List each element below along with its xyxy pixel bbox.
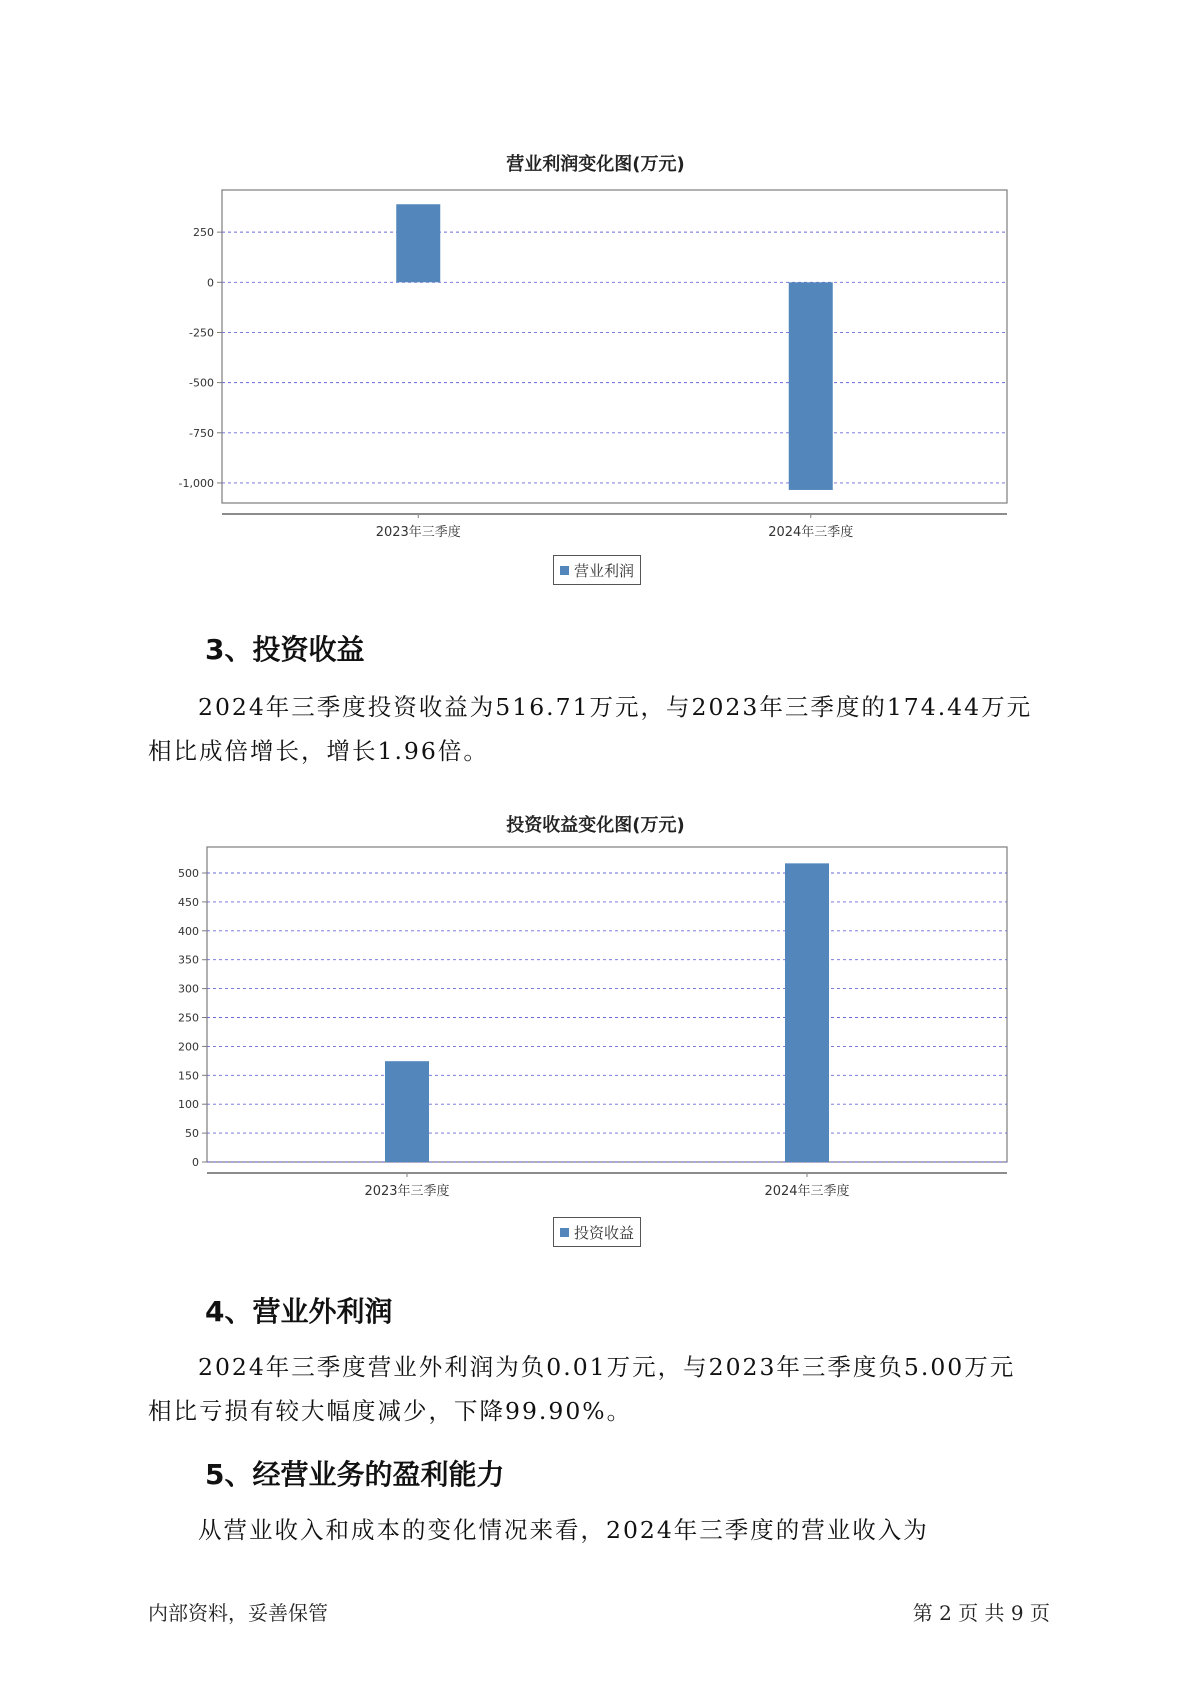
x-tick-label: 2023年三季度 [364,1184,450,1199]
y-tick-label: -1,000 [178,476,214,490]
chart2-legend [553,1217,641,1247]
footer-page-number: 第 2 页 共 9 页 [912,1601,1050,1625]
y-tick-label: 0 [207,276,214,290]
chart2-legend-label: 投资收益 [574,1223,635,1242]
y-tick-label: 450 [178,895,199,909]
section5-line1: 从营业收入和成本的变化情况来看，2024年三季度的营业收入为 [198,1516,929,1544]
section4-paragraph [148,1345,1048,1433]
section3-heading: 3、投资收益 [205,633,365,666]
bar [385,1061,429,1162]
y-tick-label: -500 [189,376,214,390]
section5-heading: 5、经营业务的盈利能力 [205,1458,505,1491]
y-tick-label: 50 [185,1127,199,1141]
section3-line2: 相比成倍增长，增长1.96倍。 [148,737,489,765]
y-tick-label: 500 [178,867,199,881]
y-tick-label: 400 [178,924,199,938]
x-tick-label: 2024年三季度 [768,525,854,540]
bar [785,863,829,1162]
y-tick-label: 0 [192,1156,199,1169]
x-tick-label: 2023年三季度 [375,525,461,540]
y-tick-label: 150 [178,1069,199,1083]
chart2-title: 投资收益变化图(万元) [506,815,685,836]
y-tick-label: 200 [178,1040,199,1054]
y-tick-label: 250 [178,1011,199,1025]
y-tick-label: 350 [178,953,199,967]
legend-swatch-icon [560,1228,569,1237]
section4-line2: 相比亏损有较大幅度减少，下降99.90%。 [148,1397,633,1425]
chart1-legend-label: 营业利润 [574,561,635,580]
x-tick-label: 2024年三季度 [764,1184,850,1199]
section4-line1: 2024年三季度营业外利润为负0.01万元，与2023年三季度负5.00万元 [198,1353,1016,1381]
y-tick-label: 100 [178,1098,199,1112]
plot-area [207,847,1007,1162]
section3-line1: 2024年三季度投资收益为516.71万元，与2023年三季度的174.44万元 [198,693,1033,721]
section4-heading: 4、营业外利润 [205,1295,393,1328]
y-tick-label: -250 [189,326,214,340]
chart1-title: 营业利润变化图(万元) [506,154,685,175]
section5-paragraph [148,1508,1048,1552]
y-tick-label: 250 [193,226,214,240]
y-tick-label: 300 [178,982,199,996]
footer-left: 内部资料，妥善保管 [148,1601,328,1625]
y-tick-label: -750 [189,426,214,440]
